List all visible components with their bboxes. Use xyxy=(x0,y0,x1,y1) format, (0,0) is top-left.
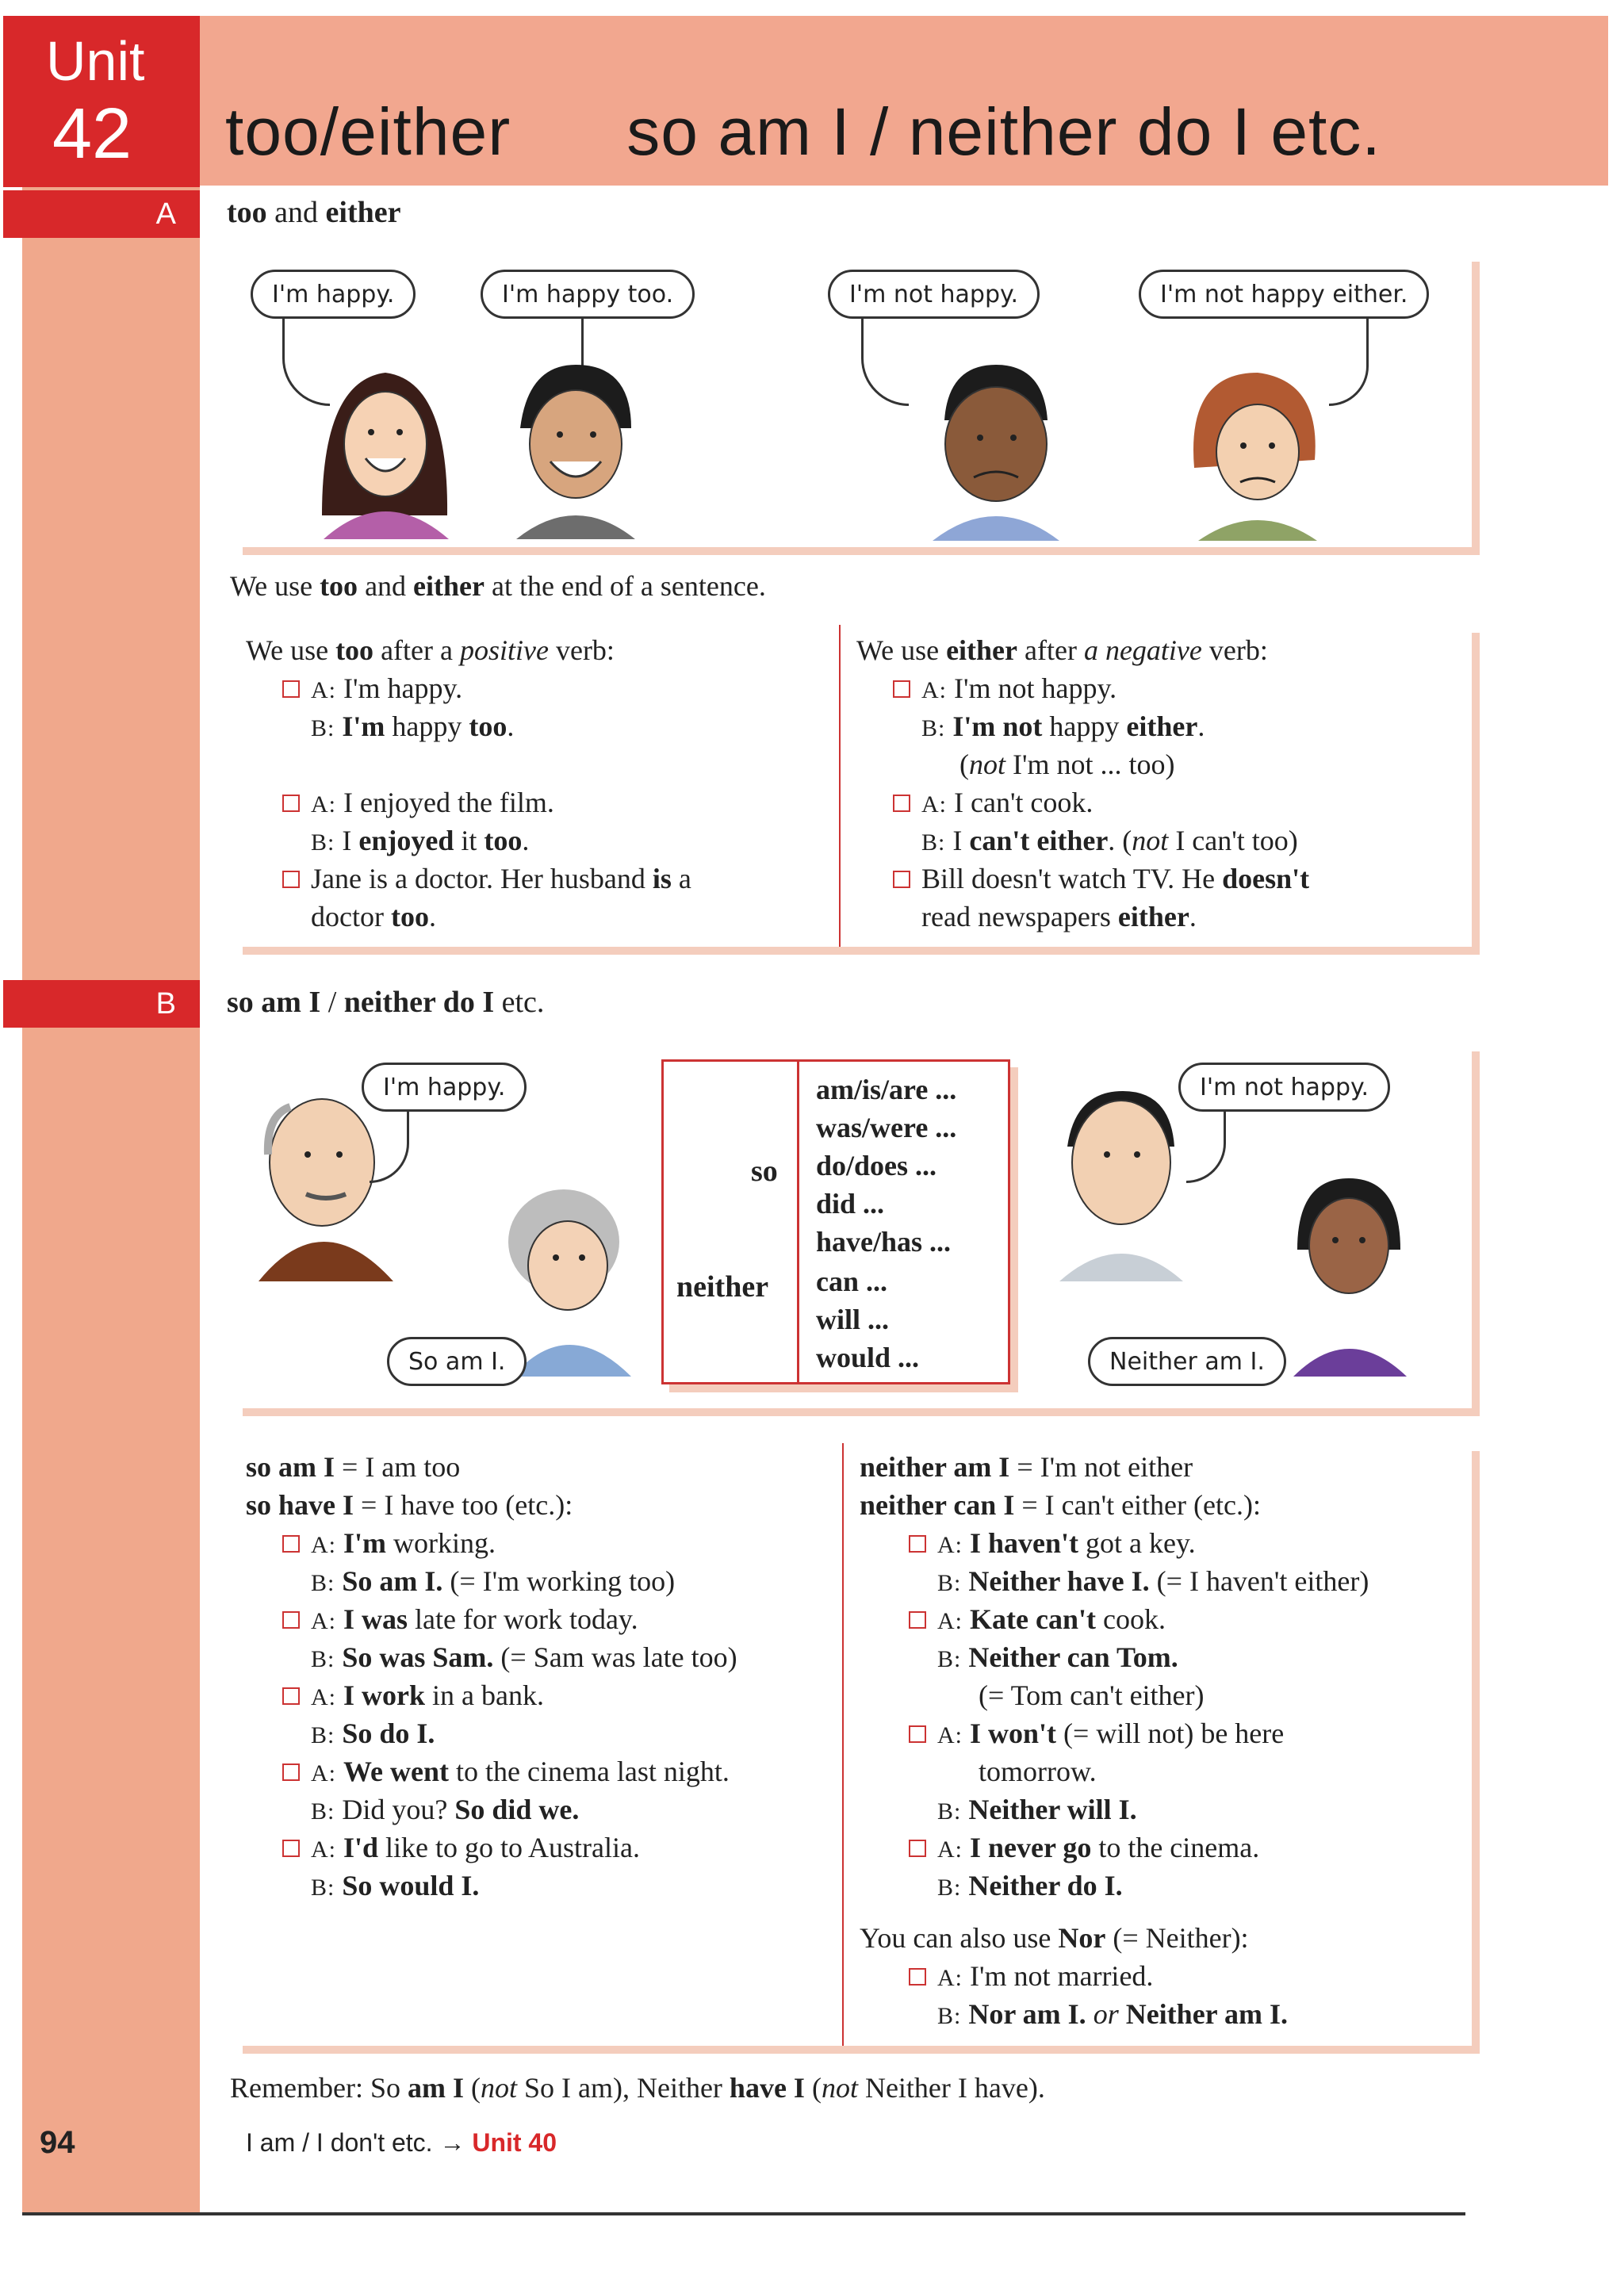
text xyxy=(335,1565,342,1597)
cross-reference xyxy=(246,2128,557,2158)
text: either xyxy=(946,634,1018,666)
rule-line xyxy=(860,1486,1369,1524)
text: I haven't xyxy=(970,1527,1079,1559)
text: I xyxy=(335,825,359,856)
speaker-label: B: xyxy=(311,1722,335,1748)
text: I'm not happy. xyxy=(947,672,1117,704)
text xyxy=(336,1603,343,1635)
text xyxy=(961,1641,968,1673)
text: = I can't either (etc.): xyxy=(1014,1489,1261,1521)
example-line xyxy=(246,821,691,860)
text: We went xyxy=(343,1756,449,1787)
section-a-illustration xyxy=(235,254,1472,547)
title-part: and xyxy=(266,196,326,229)
text: so have I xyxy=(246,1489,354,1521)
speech-bubble: I'm not happy either. xyxy=(1139,270,1429,319)
checkbox-icon xyxy=(282,680,300,698)
table-item: have/has ... xyxy=(816,1226,952,1258)
example-line xyxy=(246,783,691,821)
text: So do I. xyxy=(342,1718,435,1749)
text: read newspapers xyxy=(921,901,1118,932)
text: We use xyxy=(246,634,336,666)
text: Bill doesn't watch TV. He xyxy=(921,863,1223,894)
example-line xyxy=(246,707,691,745)
speaker-label: A: xyxy=(921,677,947,703)
speaker-label: A: xyxy=(311,791,336,818)
text: in a bank. xyxy=(425,1679,544,1711)
unit-word: Unit xyxy=(46,30,145,92)
text: enjoyed xyxy=(358,825,454,856)
text: We use xyxy=(230,570,320,602)
text: not xyxy=(480,2072,517,2104)
speaker-label: B: xyxy=(937,1875,962,1901)
speaker-label: A: xyxy=(311,1836,336,1863)
checkbox-icon xyxy=(282,1840,300,1857)
cartoon-people-icon xyxy=(235,254,1472,547)
rule-line xyxy=(860,1919,1369,1957)
text: We use xyxy=(856,634,947,666)
unit-number: 42 xyxy=(52,94,132,174)
rule-line xyxy=(860,1448,1369,1486)
text: cook. xyxy=(1095,1603,1166,1635)
speech-bubble: Neither am I. xyxy=(1088,1337,1286,1386)
text: have I xyxy=(729,2072,805,2104)
text: (= Sam was late too) xyxy=(493,1641,737,1673)
text: = I am too xyxy=(335,1451,461,1483)
text: verb: xyxy=(548,634,615,666)
speaker-label: B: xyxy=(937,2003,962,2029)
text: (= will not) be here xyxy=(1056,1718,1285,1749)
speech-bubble: I'm not happy. xyxy=(1178,1063,1390,1112)
example-line xyxy=(860,1829,1369,1867)
checkbox-icon xyxy=(909,1840,926,1857)
text: I'm xyxy=(342,710,385,742)
checkbox-icon xyxy=(282,1687,300,1705)
text: Jane is a doctor. Her husband xyxy=(311,863,653,894)
section-b-title xyxy=(227,985,544,1020)
title-part: neither do I xyxy=(343,986,495,1019)
text: a negative xyxy=(1083,634,1202,666)
speaker-label: A: xyxy=(311,1760,336,1786)
text: doesn't xyxy=(1222,863,1310,894)
example-line xyxy=(860,1600,1369,1638)
text: So I am), Neither xyxy=(516,2072,730,2104)
table-item: was/were ... xyxy=(816,1112,957,1143)
example-line xyxy=(246,1752,737,1790)
text: (= I haven't either) xyxy=(1149,1565,1369,1597)
checkbox-icon xyxy=(893,795,910,812)
speech-bubble: I'm happy. xyxy=(251,270,416,319)
speech-bubble: I'm happy. xyxy=(362,1063,527,1112)
checkbox-icon xyxy=(909,1725,926,1743)
text: too xyxy=(484,825,523,856)
speech-bubble: I'm happy too. xyxy=(481,270,695,319)
text: happy xyxy=(1042,710,1127,742)
speaker-label: B: xyxy=(311,1570,335,1596)
remember-note xyxy=(230,2071,1045,2104)
example-line xyxy=(856,783,1309,821)
speaker-label: B: xyxy=(937,1570,962,1596)
text: I'm not married. xyxy=(963,1960,1154,1992)
title-part: etc. xyxy=(494,986,545,1019)
text: can't either xyxy=(969,825,1109,856)
table-neither: neither xyxy=(676,1270,769,1304)
checkbox-icon xyxy=(282,1535,300,1553)
example-line xyxy=(246,1790,737,1829)
example-line xyxy=(860,1714,1369,1752)
text: either xyxy=(1126,710,1198,742)
title-part: too xyxy=(227,196,267,229)
text: or xyxy=(1093,1998,1119,2030)
text xyxy=(961,1998,968,2030)
text: to the cinema last night. xyxy=(448,1756,730,1787)
text: Nor am I. xyxy=(968,1998,1086,2030)
text xyxy=(336,1832,343,1863)
checkbox-icon xyxy=(909,1535,926,1553)
text: either xyxy=(413,570,485,602)
example-line xyxy=(246,669,691,707)
checkbox-icon xyxy=(282,871,300,888)
checkbox-icon xyxy=(893,680,910,698)
speaker-label: B: xyxy=(311,1875,335,1901)
text: not xyxy=(821,2072,858,2104)
table-item: did ... xyxy=(816,1188,885,1220)
text: tomorrow. xyxy=(979,1756,1097,1787)
text: is xyxy=(652,863,672,894)
text: at the end of a sentence. xyxy=(485,570,766,602)
text: got a key. xyxy=(1078,1527,1196,1559)
text: not xyxy=(969,749,1006,780)
speaker-label: A: xyxy=(937,1965,963,1991)
checkbox-icon xyxy=(282,795,300,812)
unit-badge xyxy=(3,16,200,187)
text: I can't cook. xyxy=(947,787,1094,818)
text: I'd xyxy=(343,1832,379,1863)
left-color-strip xyxy=(22,16,200,2212)
text: Neither I have). xyxy=(857,2072,1045,2104)
text: . xyxy=(1197,710,1205,742)
example-line xyxy=(246,1638,737,1676)
text xyxy=(336,1527,343,1559)
text: . xyxy=(1189,901,1197,932)
speaker-label: B: xyxy=(311,829,335,856)
text: either xyxy=(1117,901,1189,932)
text: . ( xyxy=(1108,825,1132,856)
section-a-right-col xyxy=(856,631,1309,936)
checkbox-icon xyxy=(893,871,910,888)
text: Neither have I. xyxy=(968,1565,1150,1597)
text xyxy=(963,1832,970,1863)
checkbox-icon xyxy=(282,1611,300,1629)
speaker-label: A: xyxy=(937,1532,963,1558)
text: verb: xyxy=(1201,634,1268,666)
title-part: so am I xyxy=(227,986,321,1019)
example-line xyxy=(860,1995,1369,2033)
text: I won't xyxy=(970,1718,1057,1749)
text: ( xyxy=(804,2072,822,2104)
text: Did you? xyxy=(335,1794,455,1825)
example-line xyxy=(860,1524,1369,1562)
checkbox-icon xyxy=(282,1763,300,1781)
example-line xyxy=(856,860,1309,898)
column-divider xyxy=(839,625,841,947)
section-a-left-col xyxy=(246,631,691,936)
text: ( xyxy=(959,749,969,780)
speaker-label: A: xyxy=(311,1684,336,1710)
text: I enjoyed the film. xyxy=(336,787,554,818)
text: Kate can't xyxy=(970,1603,1096,1635)
text: (= Neither): xyxy=(1105,1922,1249,1954)
example-line xyxy=(856,707,1309,745)
unit-link[interactable]: Unit 40 xyxy=(472,2128,557,2157)
example-line xyxy=(860,1957,1369,1995)
text: not xyxy=(1132,825,1169,856)
text: too xyxy=(390,901,429,932)
table-item: would ... xyxy=(816,1342,920,1373)
table-item: do/does ... xyxy=(816,1150,937,1181)
text xyxy=(945,710,952,742)
text: a xyxy=(671,863,691,894)
example-line xyxy=(856,669,1309,707)
example-line xyxy=(246,898,691,936)
example-line xyxy=(856,821,1309,860)
text: too xyxy=(469,710,508,742)
text: too xyxy=(320,570,358,602)
text xyxy=(961,1565,968,1597)
text xyxy=(1086,1998,1094,2030)
example-line xyxy=(860,1867,1369,1905)
text: So did we. xyxy=(454,1794,580,1825)
text: Remember: So xyxy=(230,2072,408,2104)
text: after xyxy=(1017,634,1084,666)
speaker-label: A: xyxy=(311,677,336,703)
text: (= Tom can't either) xyxy=(979,1679,1205,1711)
text: so am I xyxy=(246,1451,335,1483)
text: So was Sam. xyxy=(342,1641,494,1673)
rule-heading xyxy=(856,631,1309,669)
column-divider xyxy=(842,1443,844,2046)
text: I am / I don't etc. → xyxy=(246,2128,473,2157)
text xyxy=(335,1870,342,1901)
example-line xyxy=(860,1638,1369,1676)
so-neither-table xyxy=(661,1059,1010,1384)
example-line xyxy=(856,898,1309,936)
speech-bubble: So am I. xyxy=(387,1337,527,1386)
title-part: / xyxy=(320,986,344,1019)
text: I was xyxy=(343,1603,408,1635)
speaker-label: B: xyxy=(921,715,946,741)
text: You can also use xyxy=(860,1922,1059,1954)
speech-bubble: I'm not happy. xyxy=(828,270,1040,319)
example-line xyxy=(856,745,1309,783)
example-line xyxy=(246,1562,737,1600)
text: Neither am I. xyxy=(1125,1998,1288,2030)
example-line xyxy=(246,1829,737,1867)
text xyxy=(963,1603,970,1635)
section-a-intro xyxy=(230,569,766,603)
text xyxy=(335,710,342,742)
speaker-label: A: xyxy=(311,1532,336,1558)
table-divider xyxy=(797,1062,799,1382)
text: after a xyxy=(373,634,460,666)
text: I can't too) xyxy=(1168,825,1298,856)
rule-line xyxy=(246,1448,737,1486)
text xyxy=(963,1718,970,1749)
text: it xyxy=(454,825,485,856)
text: I'm not ... too) xyxy=(1005,749,1175,780)
text: Neither will I. xyxy=(968,1794,1137,1825)
section-b-badge: B xyxy=(3,980,200,1028)
text: . xyxy=(428,901,436,932)
table-item: will ... xyxy=(816,1304,890,1335)
text xyxy=(335,1718,342,1749)
text: doctor xyxy=(311,901,391,932)
speaker-label: B: xyxy=(311,1646,335,1672)
text: positive xyxy=(459,634,549,666)
example-line xyxy=(246,860,691,898)
speaker-label: A: xyxy=(311,1608,336,1634)
page-number: 94 xyxy=(40,2125,75,2160)
section-b-left-col xyxy=(246,1448,737,1905)
example-line xyxy=(860,1752,1369,1790)
title-band xyxy=(200,16,1608,186)
text: So am I. xyxy=(342,1565,443,1597)
text xyxy=(961,1870,968,1901)
text xyxy=(1119,1998,1126,2030)
speaker-label: B: xyxy=(311,1798,335,1825)
text: = I have too (etc.): xyxy=(354,1489,573,1521)
text: . xyxy=(522,825,530,856)
example-line xyxy=(860,1676,1369,1714)
text: happy xyxy=(385,710,469,742)
text: working. xyxy=(386,1527,496,1559)
example-line xyxy=(246,1676,737,1714)
text: So would I. xyxy=(342,1870,480,1901)
checkbox-icon xyxy=(909,1968,926,1986)
speaker-label: A: xyxy=(921,791,947,818)
text: neither can I xyxy=(860,1489,1015,1521)
title-part: either xyxy=(325,196,401,229)
table-so: so xyxy=(751,1155,778,1188)
example-line xyxy=(246,1867,737,1905)
text: = I'm not either xyxy=(1009,1451,1193,1483)
text xyxy=(963,1527,970,1559)
text: and xyxy=(358,570,414,602)
text: I'm not xyxy=(952,710,1043,742)
text: like to go to Australia. xyxy=(378,1832,641,1863)
example-line xyxy=(246,1600,737,1638)
spacer xyxy=(246,745,691,783)
text: I'm happy. xyxy=(336,672,463,704)
example-line xyxy=(860,1790,1369,1829)
text xyxy=(961,1794,968,1825)
text: to the cinema. xyxy=(1091,1832,1260,1863)
text: Nor xyxy=(1058,1922,1106,1954)
text: neither am I xyxy=(860,1451,1010,1483)
text: late for work today. xyxy=(408,1603,638,1635)
speaker-label: B: xyxy=(921,829,946,856)
rule-line xyxy=(246,1486,737,1524)
rule-heading xyxy=(246,631,691,669)
text: am I xyxy=(407,2072,464,2104)
table-item: can ... xyxy=(816,1266,887,1297)
text: I never go xyxy=(970,1832,1092,1863)
text: I'm xyxy=(343,1527,386,1559)
section-a-title xyxy=(227,195,400,230)
text: too xyxy=(335,634,374,666)
example-line xyxy=(860,1562,1369,1600)
section-b-right-col xyxy=(860,1448,1369,2033)
text: Neither can Tom. xyxy=(968,1641,1178,1673)
table-item: am/is/are ... xyxy=(816,1074,957,1105)
text xyxy=(336,1756,343,1787)
text xyxy=(335,1641,342,1673)
example-line xyxy=(246,1524,737,1562)
speaker-label: A: xyxy=(937,1836,963,1863)
text: I work xyxy=(343,1679,426,1711)
text xyxy=(336,1679,343,1711)
speaker-label: A: xyxy=(937,1722,963,1748)
speaker-label: B: xyxy=(937,1798,962,1825)
text: ( xyxy=(463,2072,481,2104)
speaker-label: A: xyxy=(937,1608,963,1634)
page-title: too/either so am I / neither do I etc. xyxy=(225,94,1381,169)
checkbox-icon xyxy=(909,1611,926,1629)
text: Neither do I. xyxy=(968,1870,1123,1901)
text: (= I'm working too) xyxy=(442,1565,676,1597)
text: . xyxy=(507,710,515,742)
section-a-badge: A xyxy=(3,190,200,238)
speaker-label: B: xyxy=(937,1646,962,1672)
bottom-rule xyxy=(22,2212,1465,2215)
speaker-label: B: xyxy=(311,715,335,741)
example-line xyxy=(246,1714,737,1752)
text: I xyxy=(945,825,970,856)
